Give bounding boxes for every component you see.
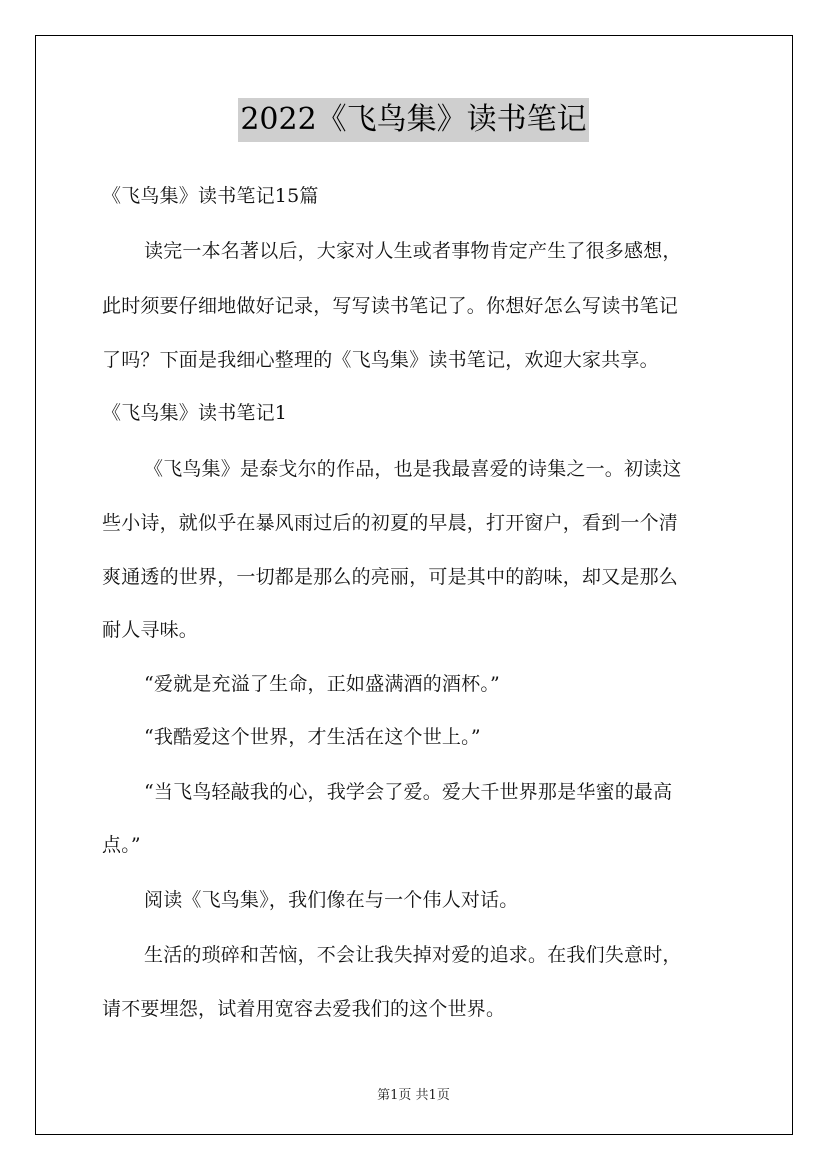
paragraph2: 阅读《飞鸟集》，我们像在与一个伟人对话。	[144, 889, 519, 911]
intro-line-1: 读完一本名著以后，大家对人生或者事物肯定产生了很多感想，	[144, 240, 682, 262]
paragraph3-line-1: 生活的琐碎和苦恼，不会让我失掉对爱的追求。在我们失意时，	[144, 944, 682, 966]
page-footer: 第1页 共1页	[377, 1088, 450, 1103]
quote-3-line-1: “当飞鸟轻敲我的心，我学会了爱。爱大千世界那是华蜜的最高	[144, 781, 673, 803]
paragraph3-line-2: 请不要埋怨，试着用宽容去爱我们的这个世界。	[102, 998, 506, 1020]
quote-3-line-2: 点。”	[102, 834, 141, 856]
paragraph1-line-3: 爽通透的世界，一切都是那么的亮丽，可是其中的韵味，却又是那么	[102, 566, 679, 588]
quote-1: “爱就是充溢了生命，正如盛满酒的酒杯。”	[144, 673, 500, 695]
paragraph1-line-4: 耐人寻味。	[102, 619, 199, 641]
document-title: 2022《飞鸟集》读书笔记	[238, 98, 588, 142]
paragraph1-line-2: 些小诗，就似乎在暴风雨过后的初夏的早晨，打开窗户，看到一个清	[102, 512, 679, 534]
title-container	[0, 98, 827, 142]
paragraph1-line-1: 《飞鸟集》是泰戈尔的作品，也是我最喜爱的诗集之一。初读这	[144, 458, 682, 480]
intro-line-2: 此时须要仔细地做好记录，写写读书笔记了。你想好怎么写读书笔记	[102, 295, 679, 317]
subtitle: 《飞鸟集》读书笔记15篇	[102, 185, 319, 207]
intro-line-3: 了吗？下面是我细心整理的《飞鸟集》读书笔记，欢迎大家共享。	[102, 349, 659, 371]
quote-2: “我酷爱这个世界，才生活在这个世上。”	[144, 726, 481, 748]
section-heading: 《飞鸟集》读书笔记1	[102, 402, 288, 424]
